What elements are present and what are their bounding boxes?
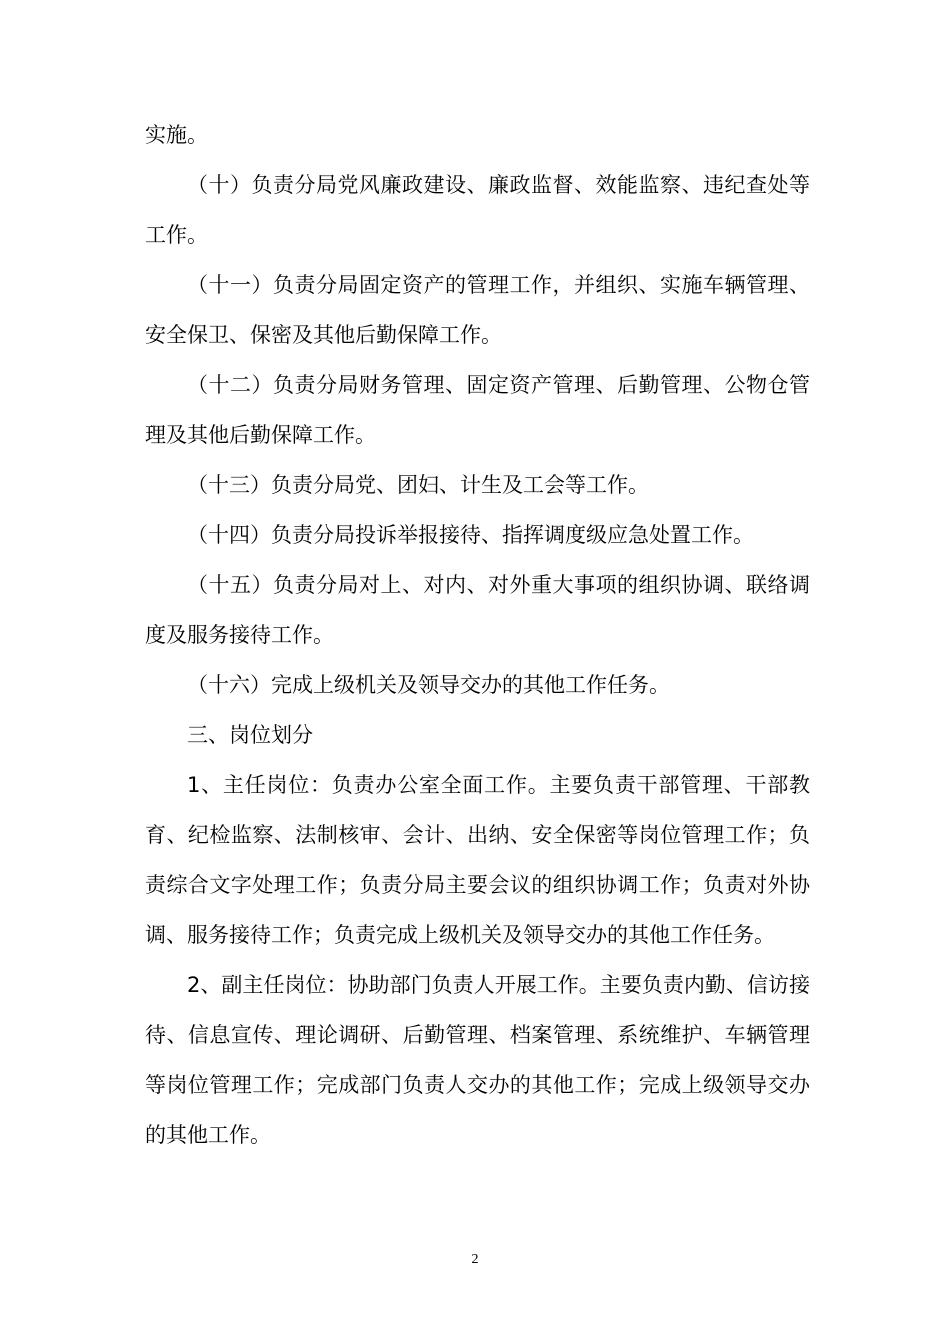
paragraph-item-12: （十二）负责分局财务管理、固定资产管理、后勤管理、公物仓管理及其他后勤保障工作。 [145,373,810,447]
paragraph-item-14: （十四）负责分局投诉举报接待、指挥调度级应急处置工作。 [187,523,754,547]
paragraph-item-16: （十六）完成上级机关及领导交办的其他工作任务。 [187,673,670,697]
paragraph-item-13: （十三）负责分局党、团妇、计生及工会等工作。 [187,473,649,497]
section-heading-positions: 三、岗位划分 [187,723,313,747]
paragraph-item-15: （十五）负责分局对上、对内、对外重大事项的组织协调、联络调度及服务接待工作。 [145,573,810,647]
document-body [145,110,810,1160]
page-number: 2 [471,1252,479,1267]
paragraph-item-11: （十一）负责分局固定资产的管理工作，并组织、实施车辆管理、安全保卫、保密及其他后勤保障工作。 [145,273,810,347]
paragraph-director-position: 1、主任岗位：负责办公室全面工作。主要负责干部管理、干部教育、纪检监察、法制核审、会计、出纳、安全保密等岗位管理工作；负责综合文字处理工作；负责分局主要会议的组织协调工作；负责对外协调、服务接待工作；负责完成上级机关及领导交办的其他工作任务。 [145,773,810,947]
paragraph-deputy-director-position: 2、副主任岗位：协助部门负责人开展工作。主要负责内勤、信访接待、信息宣传、理论调研、后勤管理、档案管理、系统维护、车辆管理等岗位管理工作；完成部门负责人交办的其他工作；完成上级领导交办的其他工作。 [145,973,810,1147]
paragraph-item-10: （十）负责分局党风廉政建设、廉政监督、效能监察、违纪查处等工作。 [145,173,810,247]
paragraph-continuation: 实施。 [145,123,208,147]
